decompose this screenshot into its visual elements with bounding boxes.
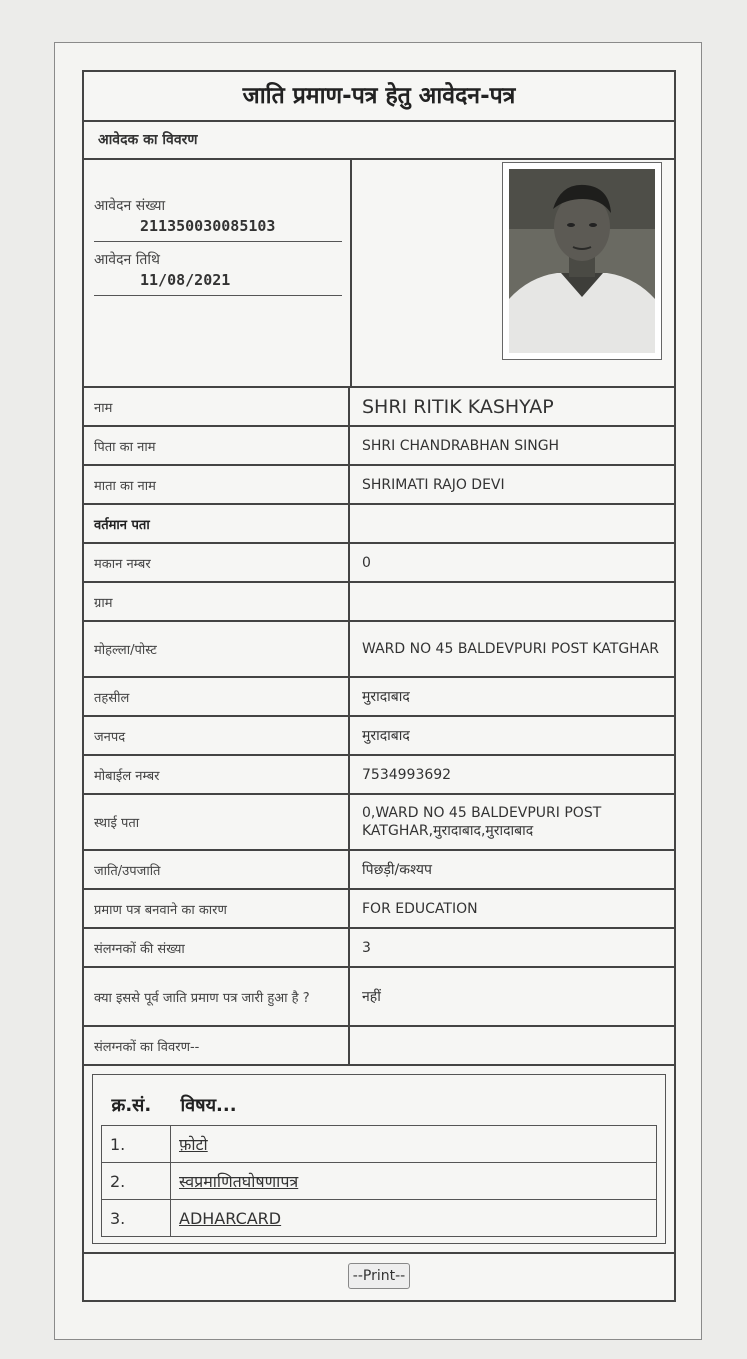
row-district xyxy=(84,717,674,756)
value-attachment-details xyxy=(350,1027,674,1064)
row-tehsil xyxy=(84,678,674,717)
label-district: जनपद xyxy=(84,717,350,754)
table-row xyxy=(102,1163,657,1200)
attachments-table xyxy=(101,1083,657,1237)
label-attachment-details: संलग्नकों का विवरण-- xyxy=(84,1027,350,1064)
row-caste xyxy=(84,851,674,890)
label-mobile-number: मोबाईल नम्बर xyxy=(84,756,350,793)
attachment-num: 3. xyxy=(102,1200,171,1237)
form-title: जाति प्रमाण-पत्र हेतु आवेदन-पत्र xyxy=(84,72,674,122)
value-mother-name: SHRIMATI RAJO DEVI xyxy=(362,476,505,493)
header-subject: विषय... xyxy=(180,1095,237,1116)
label-caste: जाति/उपजाति xyxy=(84,851,350,888)
value-reason: FOR EDUCATION xyxy=(362,900,478,917)
row-village xyxy=(84,583,674,622)
application-date: 11/08/2021 xyxy=(140,271,231,289)
label-father-name: पिता का नाम xyxy=(84,427,350,464)
value-father-name: SHRI CHANDRABHAN SINGH xyxy=(362,437,560,454)
row-father-name xyxy=(84,427,674,466)
label-permanent-address: स्थाई पता xyxy=(84,795,350,849)
label-reason: प्रमाण पत्र बनवाने का कारण xyxy=(84,890,350,927)
application-form xyxy=(82,70,676,1302)
row-mobile-number xyxy=(84,756,674,795)
row-attachment-details xyxy=(84,1027,674,1066)
attachment-link-self-declaration[interactable]: स्वप्रमाणितघोषणापत्र xyxy=(179,1172,299,1191)
value-locality-post: WARD NO 45 BALDEVPURI POST KATGHAR xyxy=(362,641,660,657)
value-mobile-number: 7534993692 xyxy=(362,766,452,783)
application-date-label: आवेदन तिथि xyxy=(94,252,160,268)
value-current-address xyxy=(350,505,674,542)
application-number: 211350030085103 xyxy=(140,217,276,235)
row-name xyxy=(84,388,674,427)
row-attachment-count xyxy=(84,929,674,968)
person-photo-icon xyxy=(509,169,655,353)
row-reason xyxy=(84,890,674,929)
table-row xyxy=(102,1200,657,1237)
applicant-photo-frame xyxy=(502,162,662,360)
attachments-header-row xyxy=(102,1083,657,1126)
value-village xyxy=(350,583,674,620)
value-attachment-count: 3 xyxy=(362,939,371,956)
applicant-photo xyxy=(509,169,655,353)
value-previous-certificate: नहीं xyxy=(362,989,381,1005)
label-tehsil: तहसील xyxy=(84,678,350,715)
attachment-link-aadhar[interactable]: ADHARCARD xyxy=(179,1208,282,1228)
label-previous-certificate: क्या इससे पूर्व जाति प्रमाण पत्र जारी हुआ है ? xyxy=(84,968,350,1025)
label-current-address: वर्तमान पता xyxy=(84,505,350,542)
label-mother-name: माता का नाम xyxy=(84,466,350,503)
row-current-address xyxy=(84,505,674,544)
label-village: ग्राम xyxy=(84,583,350,620)
application-info xyxy=(94,196,342,304)
row-house-number xyxy=(84,544,674,583)
label-house-number: मकान नम्बर xyxy=(84,544,350,581)
value-caste: पिछड़ी/कश्यप xyxy=(362,862,432,878)
applicant-summary xyxy=(84,160,674,388)
row-permanent-address xyxy=(84,795,674,851)
label-attachment-count: संलग्नकों की संख्या xyxy=(84,929,350,966)
label-locality-post: मोहल्ला/पोस्ट xyxy=(84,622,350,676)
section-heading: आवेदक का विवरण xyxy=(84,122,674,160)
attachment-link-photo[interactable]: फ़ोटो xyxy=(179,1135,208,1154)
table-row xyxy=(102,1126,657,1163)
value-district: मुरादाबाद xyxy=(362,728,410,744)
details-rows xyxy=(84,388,674,1066)
label-name: नाम xyxy=(84,388,350,425)
value-permanent-address: 0,WARD NO 45 BALDEVPURI POST KATGHAR,मुरादाबाद,मुरादाबाद xyxy=(362,804,602,839)
value-tehsil: मुरादाबाद xyxy=(362,689,410,705)
row-mother-name xyxy=(84,466,674,505)
header-serial: क्र.सं. xyxy=(111,1095,152,1116)
value-name: SHRI RITIK KASHYAP xyxy=(362,395,554,418)
attachment-num: 1. xyxy=(102,1126,171,1163)
attachments-section xyxy=(84,1066,674,1254)
value-house-number: 0 xyxy=(362,554,371,571)
row-previous-certificate xyxy=(84,968,674,1027)
row-locality-post xyxy=(84,622,674,678)
print-button[interactable]: --Print-- xyxy=(348,1263,410,1289)
attachment-num: 2. xyxy=(102,1163,171,1200)
application-number-label: आवेदन संख्या xyxy=(94,198,166,214)
